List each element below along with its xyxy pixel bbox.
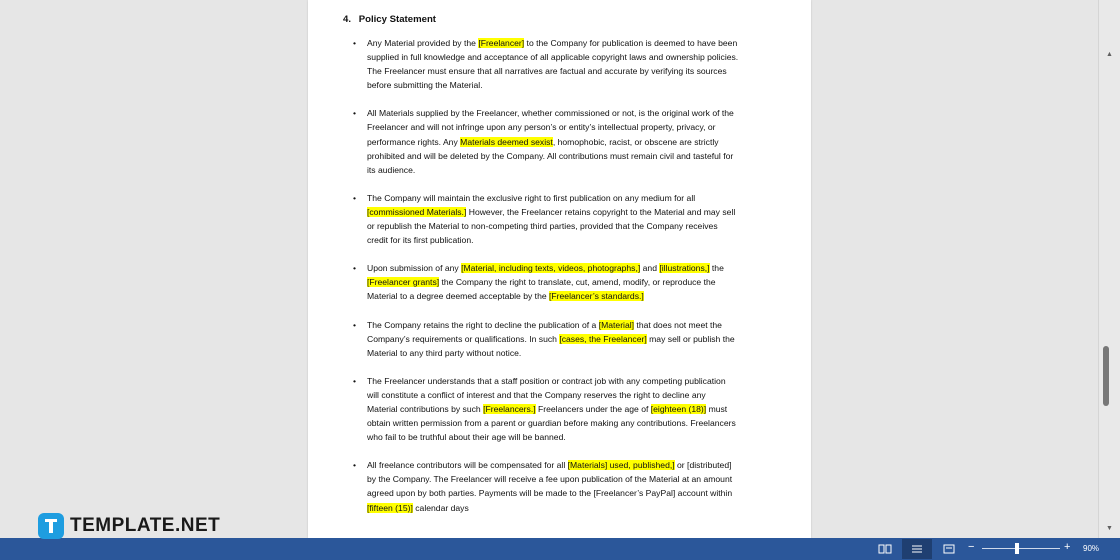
text-run: must: [706, 403, 728, 414]
text-run: and: [640, 263, 660, 274]
text-line: [367, 64, 773, 78]
bullet-dot-icon: •: [353, 460, 357, 471]
text-run: who fail to be truthful about their age will be banned.: [367, 432, 566, 443]
zoom-out-button[interactable]: −: [968, 541, 975, 553]
text-line: [367, 191, 773, 205]
text-run: or republish the Material to non-competing third parties, provided that the Company receives: [367, 221, 718, 232]
text-run: All freelance contributors will be compensated for all: [367, 460, 568, 471]
template-logo-icon: [38, 513, 64, 539]
text-line: [367, 261, 773, 275]
text-run: The Company will maintain the exclusive right to first publication on any medium for all: [367, 192, 696, 203]
text-run: However, the Freelancer retains copyright to the Material and may sell: [466, 206, 736, 217]
text-run: that does not meet the: [634, 319, 722, 330]
policy-bullet-item: [343, 261, 773, 303]
read-mode-icon[interactable]: [878, 542, 892, 556]
text-run: to the Company for publication is deemed to have been: [524, 38, 738, 48]
zoom-slider-knob[interactable]: [1015, 543, 1019, 554]
highlighted-placeholder: [commissioned Materials.]: [367, 206, 467, 217]
scroll-up-arrow-icon[interactable]: ▲: [1106, 51, 1113, 58]
text-run: the Company the right to translate, cut, amend, modify, or reproduce the: [439, 277, 716, 288]
text-line: [367, 205, 773, 219]
document-page[interactable]: [308, 0, 811, 538]
highlighted-placeholder: [Material, including texts, videos, photographs,]: [461, 263, 641, 274]
text-run: calendar days: [412, 502, 469, 513]
text-line: [367, 163, 773, 177]
text-run: its audience.: [367, 164, 416, 175]
text-line: [367, 501, 773, 515]
text-line: [367, 346, 773, 360]
text-run: Company’s requirements or qualifications. In such: [367, 333, 560, 344]
text-line: [367, 289, 773, 303]
text-line: [367, 332, 773, 346]
zoom-level[interactable]: 90%: [1083, 544, 1100, 553]
web-layout-icon[interactable]: [943, 542, 957, 556]
highlighted-placeholder: [cases, the Freelancer]: [559, 333, 647, 344]
policy-bullet-item: [343, 191, 773, 247]
text-run: by the Company. The Freelancer will receive a fee upon publication of the Material at an amount: [367, 474, 733, 485]
highlighted-placeholder: [fifteen (15)]: [367, 502, 413, 513]
text-line: [367, 219, 773, 233]
logo-wordmark: TEMPLATE.NET: [70, 515, 221, 536]
text-run: credit for its first publication.: [367, 235, 474, 246]
section-number: 4.: [343, 14, 352, 25]
text-run: The Company retains the right to decline the publication of a: [367, 319, 599, 330]
text-run: Material to a degree deemed acceptable by the: [367, 291, 550, 302]
text-line: [367, 402, 773, 416]
policy-bullet-item: [343, 318, 773, 360]
highlighted-placeholder: Materials deemed sexist: [460, 136, 553, 147]
text-run: supplied in full knowledge and acceptance of all applicable copyright laws and ownership policies.: [367, 52, 739, 63]
highlighted-placeholder: [Freelancer grants]: [367, 277, 440, 288]
zoom-slider-track[interactable]: [982, 548, 1060, 549]
text-line: [367, 135, 773, 149]
bullet-dot-icon: •: [353, 375, 357, 386]
text-line: [367, 275, 773, 289]
highlighted-placeholder: [Materials] used, published,]: [567, 460, 675, 471]
highlighted-placeholder: [Freelancer’s standards.]: [549, 291, 644, 302]
text-line: [367, 486, 773, 500]
policy-bullet-item: [343, 36, 773, 92]
text-line: [367, 149, 773, 163]
vertical-scrollbar[interactable]: [1098, 0, 1120, 538]
text-run: , homophobic, racist, or obscene are strictly: [552, 136, 719, 147]
bullet-dot-icon: •: [353, 263, 357, 274]
section-title: Policy Statement: [358, 14, 436, 25]
text-run: before submitting the Material.: [367, 80, 483, 91]
text-run: Freelancer and will not infringe upon any person’s or entity’s intellectual property, privacy, or: [367, 122, 716, 133]
text-line: [367, 472, 773, 486]
text-line: [367, 233, 773, 247]
text-run: Any Material provided by the: [367, 38, 479, 48]
highlighted-placeholder: [Freelancer]: [478, 38, 525, 48]
text-run: or [distributed]: [674, 460, 732, 471]
text-line: [367, 120, 773, 134]
policy-bullet-item: [343, 374, 773, 444]
text-run: obtain written permission from a parent or guardian before making any contributions. Freelancers: [367, 418, 736, 429]
text-line: [367, 374, 773, 388]
text-line: [367, 78, 773, 92]
text-line: [367, 458, 773, 472]
zoom-in-button[interactable]: +: [1064, 541, 1071, 553]
text-run: agreed upon by both parties. Payments will be made to the [Freelancer’s PayPal] account within: [367, 488, 733, 499]
text-line: [367, 388, 773, 402]
bullet-dot-icon: •: [353, 192, 357, 203]
text-run: the: [709, 263, 724, 274]
highlighted-placeholder: [illustrations,]: [659, 263, 710, 274]
bullet-dot-icon: •: [353, 319, 357, 330]
text-run: Upon submission of any: [367, 263, 462, 274]
policy-bullet-item: [343, 458, 773, 514]
text-line: [367, 36, 773, 50]
text-line: [367, 430, 773, 444]
text-run: The Freelancer understands that a staff position or contract job with any competing publication: [367, 375, 726, 386]
highlighted-placeholder: [eighteen (18)]: [650, 403, 707, 414]
status-bar: [0, 538, 1120, 560]
text-run: Material contributions by such: [367, 403, 484, 414]
text-run: will constitute a conflict of interest and that the Company reserves the right to decline any: [367, 389, 706, 400]
text-run: Freelancers under the age of: [535, 403, 651, 414]
text-line: [367, 106, 773, 120]
print-layout-icon[interactable]: [910, 542, 924, 556]
scroll-down-arrow-icon[interactable]: ▼: [1106, 525, 1113, 532]
text-run: The Freelancer must ensure that all narratives are factual and accurate by verifying its sources: [367, 66, 727, 77]
text-line: [367, 318, 773, 332]
text-run: Material to any third party without notice.: [367, 347, 522, 358]
bullet-dot-icon: •: [353, 38, 357, 48]
text-line: [367, 416, 773, 430]
section-heading: [343, 14, 436, 25]
template-net-logo: [38, 513, 220, 539]
bullet-dot-icon: •: [353, 108, 357, 119]
text-run: prohibited and will be deleted by the Company. All contributions must remain civil and tasteful for: [367, 150, 734, 161]
text-run: may sell or publish the: [646, 333, 735, 344]
text-run: All Materials supplied by the Freelancer, whether commissioned or not, is the original work of the: [367, 108, 734, 119]
highlighted-placeholder: [Material]: [598, 319, 635, 330]
text-line: [367, 50, 773, 64]
text-run: performance rights. Any: [367, 136, 461, 147]
scrollbar-thumb[interactable]: [1103, 346, 1109, 406]
highlighted-placeholder: [Freelancers.]: [483, 403, 536, 414]
policy-bullet-item: [343, 106, 773, 176]
policy-bullet-list: [343, 36, 773, 529]
